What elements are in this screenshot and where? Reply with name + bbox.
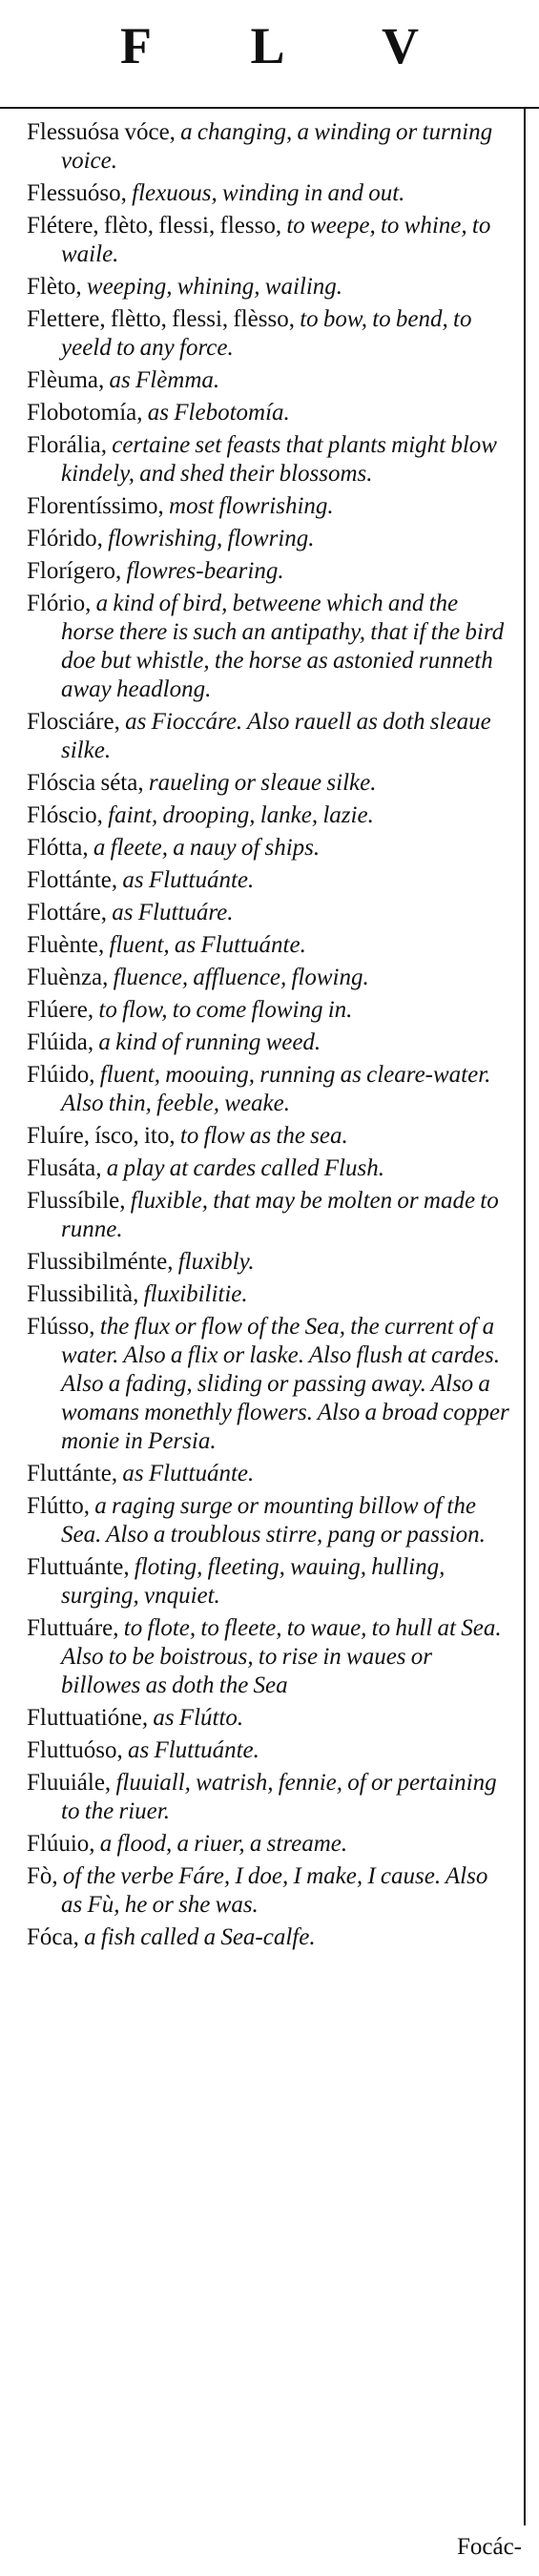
entry-headword: Flótta,	[27, 835, 89, 861]
entry-headword: Flúuio,	[27, 1831, 95, 1857]
entry-headword: Flussíbile,	[27, 1188, 126, 1214]
entry-gloss: to weepe, to whine, to waile.	[61, 213, 491, 267]
entry-gloss: fluence, affluence, flowing.	[108, 965, 369, 990]
entry-headword: Fò,	[27, 1863, 58, 1889]
entry-headword: Fluuiále,	[27, 1770, 112, 1796]
page-header	[0, 6, 539, 92]
dictionary-entry	[27, 1061, 513, 1118]
dictionary-entry	[27, 118, 513, 176]
entry-headword: Flório,	[27, 591, 92, 616]
dictionary-entry	[27, 1492, 513, 1549]
dictionary-entry	[27, 996, 513, 1025]
entry-gloss: fluent, moouing, running as cleare-water. Also thin, feeble, weake.	[61, 1062, 491, 1116]
dictionary-entry	[27, 273, 513, 301]
entry-gloss: a fish called a Sea-calfe.	[78, 1924, 316, 1950]
entry-headword: Flobotomía,	[27, 400, 143, 426]
entry-gloss: a changing, a winding or turning voice.	[61, 119, 493, 174]
entry-gloss: faint, drooping, lanke, lazie.	[102, 802, 374, 828]
dictionary-entry	[27, 1736, 513, 1765]
dictionary-entry	[27, 931, 513, 960]
entry-headword: Flússo,	[27, 1314, 95, 1340]
dictionary-entry	[27, 557, 513, 586]
entry-gloss: weeping, whining, wailing.	[81, 274, 343, 300]
entry-headword: Fluttuatióne,	[27, 1705, 149, 1731]
dictionary-entry	[27, 399, 513, 427]
entry-headword: Florígero,	[27, 558, 122, 584]
entry-list	[27, 118, 513, 1956]
catchword: Focác-	[456, 2534, 522, 2560]
entry-headword: Flussibilità,	[27, 1281, 139, 1307]
entry-gloss: a kind of bird, betweene which and the horse there is such an antipathy, that if the bird doe but whistle, the horse as astonied runneth away headlong.	[61, 591, 505, 702]
dictionary-entry	[27, 708, 513, 765]
entry-headword: Florentíssimo,	[27, 493, 164, 519]
entry-gloss: as Fluttuánte.	[122, 1737, 259, 1763]
dictionary-entry	[27, 834, 513, 862]
entry-headword: Fluttuóso,	[27, 1737, 123, 1763]
dictionary-entry	[27, 1923, 513, 1952]
column-rule	[524, 107, 526, 2525]
entry-headword: Flúere,	[27, 997, 94, 1023]
entry-gloss: raueling or sleaue silke.	[143, 770, 377, 796]
entry-gloss: to bow, to bend, to yeeld to any force.	[61, 306, 472, 361]
dictionary-entry	[27, 1122, 513, 1151]
entry-headword: Flèuma,	[27, 367, 105, 393]
entry-gloss: fluxibilitie.	[138, 1281, 248, 1307]
dictionary-entry	[27, 1187, 513, 1244]
entry-headword: Flettere, flètto, flessi, flèsso,	[27, 306, 295, 332]
entry-gloss: as Flútto.	[148, 1705, 244, 1731]
dictionary-entry	[27, 1862, 513, 1920]
entry-gloss: certaine set feasts that plants might blow kindely, and shed their blossoms.	[61, 432, 497, 487]
dictionary-entry	[27, 431, 513, 488]
dictionary-entry	[27, 1614, 513, 1700]
entry-headword: Flúida,	[27, 1029, 94, 1055]
entry-gloss: as Flebotomía.	[142, 400, 290, 426]
dictionary-entry	[27, 212, 513, 269]
entry-gloss: a kind of running weed.	[93, 1029, 321, 1055]
dictionary-entry	[27, 590, 513, 704]
entry-headword: Flottáre,	[27, 900, 108, 925]
entry-gloss: most flowrishing.	[163, 493, 334, 519]
entry-headword: Flúido,	[27, 1062, 95, 1088]
running-head: F L V	[119, 17, 464, 74]
entry-gloss: as Fluttuáre.	[107, 900, 234, 925]
entry-gloss: as Fluttuánte.	[117, 867, 255, 893]
entry-headword: Flessuósa vóce,	[27, 119, 176, 145]
entry-gloss: of the verbe Fáre, I doe, I make, I cause. Also as Fù, he or she was.	[57, 1863, 488, 1918]
dictionary-entry	[27, 801, 513, 830]
dictionary-entry	[27, 1830, 513, 1859]
entry-gloss: a raging surge or mounting billow of the Sea. Also a troublous stirre, pang or passion.	[61, 1493, 486, 1548]
entry-headword: Flottánte,	[27, 867, 118, 893]
dictionary-entry	[27, 1704, 513, 1733]
entry-gloss: flowrishing, flowring.	[102, 526, 315, 551]
entry-gloss: fluent, as Fluttuánte.	[104, 932, 306, 958]
entry-headword: Fóca,	[27, 1924, 79, 1950]
entry-gloss: floting, fleeting, wauing, hulling, surging, vnquiet.	[61, 1554, 446, 1609]
dictionary-entry	[27, 1769, 513, 1826]
dictionary-entry	[27, 1553, 513, 1610]
header-rule	[0, 107, 539, 109]
dictionary-entry	[27, 305, 513, 363]
entry-headword: Flóscia séta,	[27, 770, 144, 796]
entry-headword: Fluttánte,	[27, 1461, 118, 1486]
entry-headword: Flétere, flèto, flessi, flesso,	[27, 213, 282, 239]
entry-headword: Flóscio,	[27, 802, 103, 828]
entry-headword: Flèto,	[27, 274, 82, 300]
dictionary-entry	[27, 1154, 513, 1183]
entry-gloss: fluuiall, watrish, fennie, of or pertaining to the riuer.	[61, 1770, 497, 1824]
entry-gloss: as Flèmma.	[104, 367, 220, 393]
dictionary-entry	[27, 1028, 513, 1057]
dictionary-entry	[27, 492, 513, 521]
dictionary-entry	[27, 964, 513, 992]
entry-headword: Flusáta,	[27, 1155, 102, 1181]
entry-headword: Fluttuánte,	[27, 1554, 130, 1580]
entry-gloss: the flux or flow of the Sea, the current of a water. Also a flix or laske. Also flush at cardes. Also a fading, sliding or passing away. Also a womans monethly flowers. Also a broad copper monie in Persia.	[61, 1314, 509, 1454]
entry-headword: Flosciáre,	[27, 709, 120, 735]
entry-headword: Flessuóso,	[27, 180, 127, 206]
dictionary-entry	[27, 1313, 513, 1456]
entry-gloss: to flote, to fleete, to waue, to hull at Sea. Also to be boistrous, to rise in waues or billowes as doth the Sea	[61, 1615, 502, 1698]
entry-gloss: as Fluttuánte.	[117, 1461, 255, 1486]
entry-headword: Fluènza,	[27, 965, 109, 990]
entry-gloss: to flow, to come flowing in.	[93, 997, 353, 1023]
entry-gloss: a fleete, a nauy of ships.	[88, 835, 321, 861]
entry-gloss: flowres-bearing.	[121, 558, 284, 584]
dictionary-entry	[27, 525, 513, 553]
entry-headword: Flussibilménte,	[27, 1249, 174, 1275]
dictionary-entry	[27, 866, 513, 895]
entry-headword: Fluttuáre,	[27, 1615, 119, 1641]
entry-headword: Flórido,	[27, 526, 103, 551]
entry-gloss: to flow as the sea.	[175, 1123, 348, 1149]
entry-headword: Fluènte,	[27, 932, 105, 958]
entry-headword: Florália,	[27, 432, 108, 458]
entry-gloss: as Fioccáre. Also rauell as doth sleaue silke.	[61, 709, 491, 763]
entry-gloss: fluxible, that may be molten or made to runne.	[61, 1188, 499, 1242]
entry-gloss: a flood, a riuer, a streame.	[94, 1831, 348, 1857]
entry-gloss: flexuous, winding in and out.	[126, 180, 405, 206]
dictionary-entry	[27, 1248, 513, 1277]
dictionary-entry	[27, 1460, 513, 1488]
entry-gloss: a play at cardes called Flush.	[101, 1155, 384, 1181]
entry-gloss: fluxibly.	[173, 1249, 255, 1275]
dictionary-entry	[27, 769, 513, 798]
dictionary-entry	[27, 179, 513, 208]
entry-headword: Flútto,	[27, 1493, 90, 1519]
dictionary-entry	[27, 1280, 513, 1309]
entry-headword: Fluíre, ísco, ito,	[27, 1123, 176, 1149]
dictionary-entry	[27, 366, 513, 395]
dictionary-entry	[27, 899, 513, 927]
